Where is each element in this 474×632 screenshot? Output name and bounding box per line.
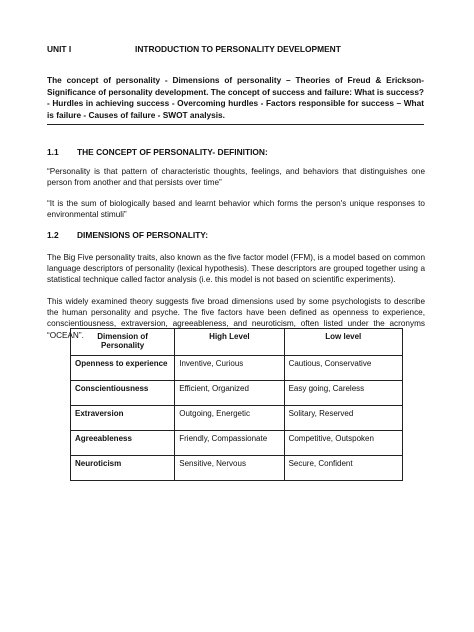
syllabus-summary: The concept of personality - Dimensions of personality – Theories of Freud & Erickson-Significance of personality development. The concept of success and failure: What is success? - Hurdles in achieving success - Overcoming hurdles - Factors responsible for success – What is failure - Causes of failure - SWOT analysis. [47, 75, 424, 120]
definition-paragraph-2: “It is the sum of biologically based and learnt behavior which forms the person's unique responses to environmental stimuli” [47, 199, 425, 220]
definition-paragraph-1: “Personality is that pattern of characteristic thoughts, feelings, and behaviors that distinguishes one person from another and that persists over time” [47, 167, 425, 188]
high-level-cell: Sensitive, Nervous [175, 456, 284, 481]
table-header-cell: High Level [175, 329, 284, 356]
low-level-cell: Easy going, Careless [284, 381, 402, 406]
section-title: DIMENSIONS OF PERSONALITY: [77, 230, 209, 240]
table-header-row [71, 329, 403, 356]
unit-header [47, 44, 341, 54]
section-number: 1.1 [47, 147, 59, 157]
high-level-cell: Outgoing, Energetic [175, 406, 284, 431]
high-level-cell: Friendly, Compassionate [175, 431, 284, 456]
section-title: THE CONCEPT OF PERSONALITY- DEFINITION: [77, 147, 268, 157]
table-row [71, 431, 403, 456]
unit-title: INTRODUCTION TO PERSONALITY DEVELOPMENT [135, 44, 341, 54]
low-level-cell: Competitive, Outspoken [284, 431, 402, 456]
dimension-cell: Extraversion [71, 406, 175, 431]
section-number: 1.2 [47, 230, 59, 240]
high-level-cell: Inventive, Curious [175, 356, 284, 381]
low-level-cell: Secure, Confident [284, 456, 402, 481]
table-header-cell: Low level [284, 329, 402, 356]
table-header-cell: Dimension of Personality [71, 329, 175, 356]
dimension-cell: Agreeableness [71, 431, 175, 456]
low-level-cell: Cautious, Conservative [284, 356, 402, 381]
low-level-cell: Solitary, Reserved [284, 406, 402, 431]
divider [47, 124, 424, 125]
dimension-cell: Openness to experience [71, 356, 175, 381]
table-row [71, 406, 403, 431]
ocean-paragraph: This widely examined theory suggests five broad dimensions used by some psychologists to describe the human personality and psyche. The five factors have been defined as openness to experience, conscientiousness, extraversion, agreeableness, and neuroticism, often listed under the acronyms “OCEAN”. [47, 297, 425, 340]
table-row [71, 381, 403, 406]
table-row [71, 456, 403, 481]
dimension-cell: Neuroticism [71, 456, 175, 481]
dimension-cell: Conscientiousness [71, 381, 175, 406]
big-five-paragraph: The Big Five personality traits, also known as the five factor model (FFM), is a model based on common language descriptors of personality (lexical hypothesis). These descriptors are grouped together using a statistical technique called factor analysis (i.e. this model is not based on scientific experiments). [47, 253, 425, 285]
unit-label: UNIT I [47, 44, 72, 54]
personality-dimensions-table [70, 328, 403, 481]
table-row [71, 356, 403, 381]
section-heading-1-2 [47, 230, 208, 240]
high-level-cell: Efficient, Organized [175, 381, 284, 406]
section-heading-1-1 [47, 147, 268, 157]
